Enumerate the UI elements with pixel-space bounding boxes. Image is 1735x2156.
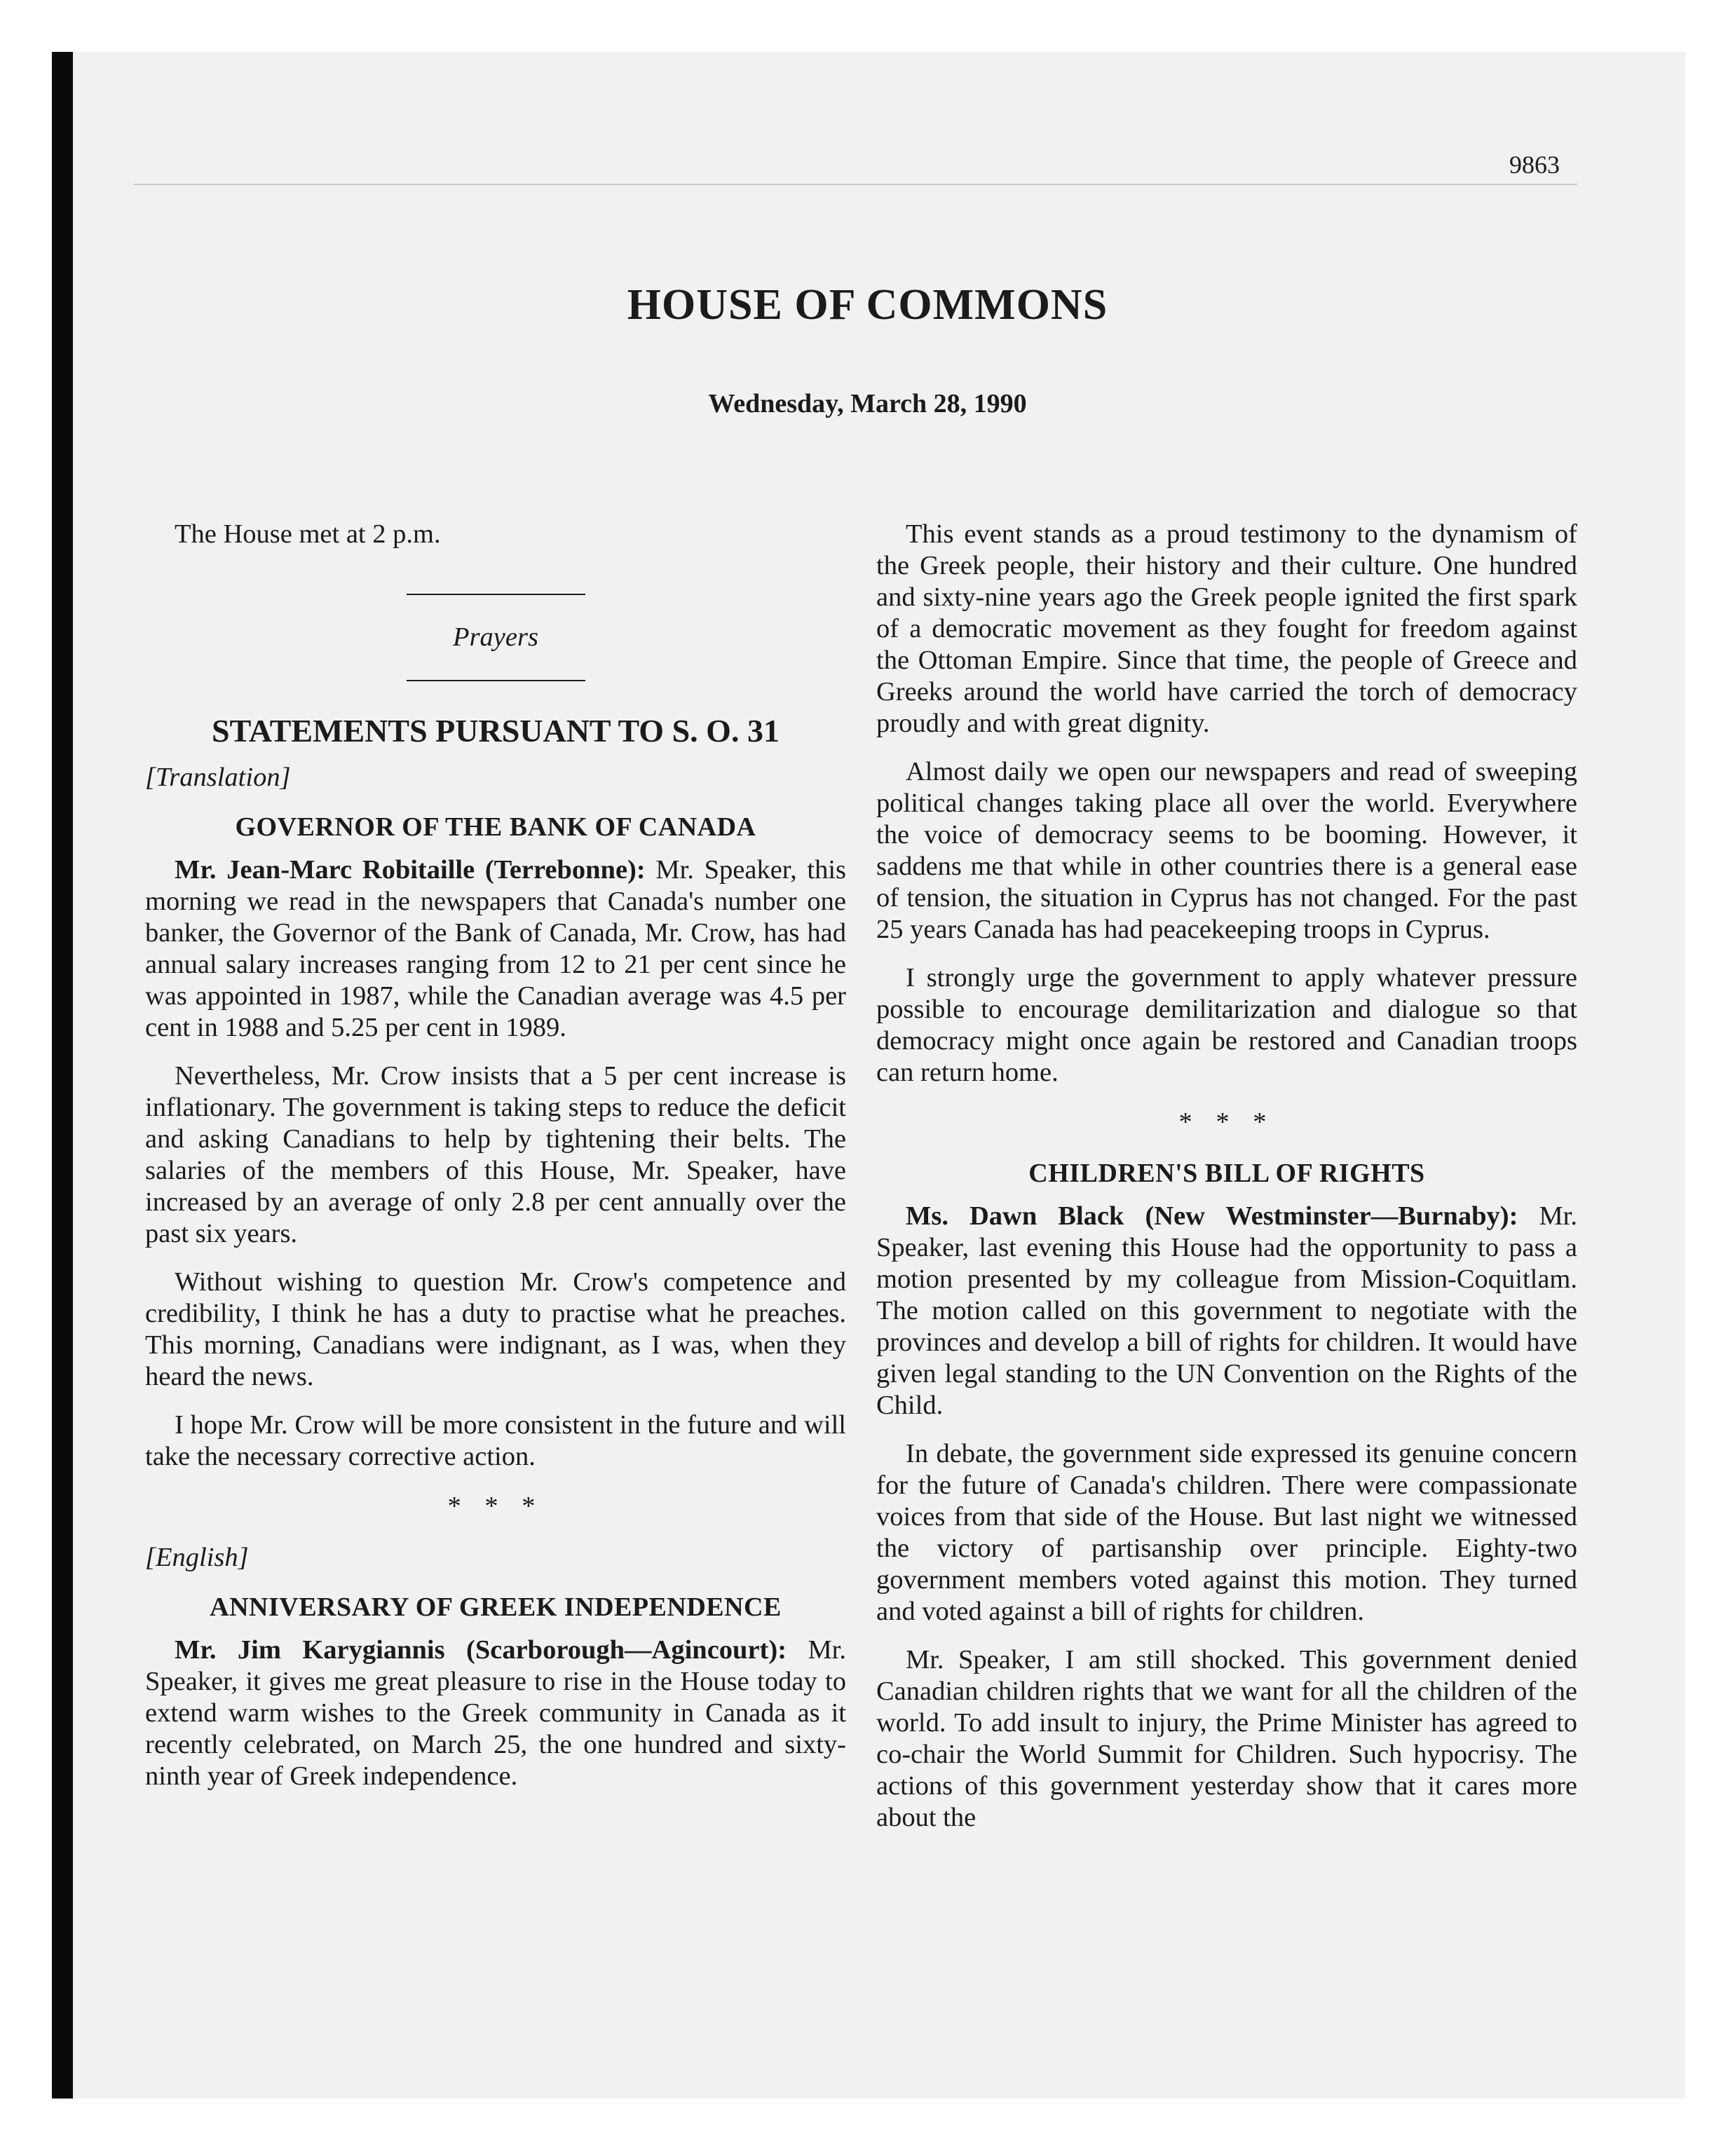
paragraph: Ms. Dawn Black (New Westminster—Burnaby): Mr. Speaker, last evening this House had the opportunity to pass a motion presented by my colleague from Mission-Coquitlam. The motion called on this government to negotiate with the provinces and develop a bill of rights for children. It would have given legal standing to the UN Convention on the Rights of the Child. (876, 1201, 1578, 1420)
header-rule (133, 184, 1577, 185)
paragraph: I strongly urge the government to apply whatever pressure possible to encourage demilitarization and dialogue so that democracy might once again be restored and Canadian troops can return home. (876, 963, 1577, 1087)
left-column (145, 519, 846, 1809)
subheading-governor: GOVERNOR OF THE BANK OF CANADA (235, 812, 756, 842)
page-title: HOUSE OF COMMONS (627, 281, 1108, 329)
binding-edge (52, 52, 73, 2099)
translation-tag: [Translation] (145, 763, 291, 792)
prayers-rule-bottom (407, 680, 585, 681)
paragraph: I hope Mr. Crow will be more consistent in the future and will take the necessary corrective action. (145, 1410, 846, 1471)
paragraph: Mr. Jean-Marc Robitaille (Terrebonne): Mr. Speaker, this morning we read in the newspapers that Canada's number one banker, the Governor of the Bank of Canada, Mr. Crow, has had annual salary increases ranging from 12 to 21 per cent since he was appointed in 1987, while the Canadian average was 4.5 per cent in 1988 and 5.25 per cent in 1989. (145, 855, 847, 1042)
house-met-line: The House met at 2 p.m. (175, 519, 441, 549)
sitting-date: Wednesday, March 28, 1990 (708, 389, 1027, 418)
speaker-name: Ms. Dawn Black (New Westminster—Burnaby): (906, 1201, 1518, 1231)
paragraph: Nevertheless, Mr. Crow insists that a 5 per cent increase is inflationary. The government is taking steps to reduce the deficit and asking Canadians to help by tightening their belts. The salaries of the members of this House, Mr. Speaker, have increased by an average of only 2.8 per cent annually over the past six years. (145, 1061, 846, 1248)
prayers-rule-top (407, 594, 585, 595)
paragraph: Mr. Speaker, I am still shocked. This government denied Canadian children rights that we want for all the children of the world. To add insult to injury, the Prime Minister has agreed to co-chair the World Summit for Children. Such hypocrisy. The actions of this government yesterday show that it cares more about the (876, 1645, 1577, 1832)
subheading-greek: ANNIVERSARY OF GREEK INDEPENDENCE (210, 1592, 782, 1622)
english-tag: [English] (145, 1543, 249, 1572)
right-column (876, 519, 1577, 1850)
paragraph: Mr. Jim Karygiannis (Scarborough—Agincourt): Mr. Speaker, it gives me great pleasure to rise in the House today to extend warm wishes to the Greek community in Canada as it recently celebrated, on March 25, the one hundred and sixty-ninth year of Greek independence. (145, 1635, 846, 1791)
speaker-name: Mr. Jim Karygiannis (Scarborough—Agincourt): (175, 1635, 787, 1665)
subheading-children: CHILDREN'S BILL OF RIGHTS (1028, 1159, 1425, 1188)
paragraph: Without wishing to question Mr. Crow's competence and credibility, I think he has a duty to practise what he preaches. This morning, Canadians were indignant, as I was, when they heard the news. (145, 1267, 846, 1391)
paragraph: Almost daily we open our newspapers and read of sweeping political changes taking place all over the world. Everywhere the voice of democracy seems to be booming. However, it saddens me that while in other countries there is a general ease of tension, the situation in Cyprus has not changed. For the past 25 years Canada has had peacekeeping troops in Cyprus. (876, 757, 1577, 944)
speaker-name: Mr. Jean-Marc Robitaille (Terrebonne): (175, 855, 646, 885)
paragraph: In debate, the government side expressed its genuine concern for the future of Canada's children. There were compassionate voices from that side of the House. But last night we witnessed the victory of partisanship over principle. Eighty-two government members voted against this motion. They turned and voted against a bill of rights for children. (876, 1439, 1577, 1626)
paragraph: This event stands as a proud testimony to the dynamism of the Greek people, their history and their culture. One hundred and sixty-nine years ago the Greek people ignited the first spark of a democratic movement as they fought for freedom against the Ottoman Empire. Since that time, the people of Greece and Greeks around the world have carried the torch of democracy proudly and with great dignity. (876, 519, 1577, 738)
prayers-label: Prayers (453, 622, 538, 652)
section-separator: * * * (1178, 1107, 1275, 1137)
page-number: 9863 (1509, 151, 1560, 179)
section-separator: * * * (447, 1492, 544, 1521)
section-heading-statements: STATEMENTS PURSUANT TO S. O. 31 (212, 713, 780, 749)
